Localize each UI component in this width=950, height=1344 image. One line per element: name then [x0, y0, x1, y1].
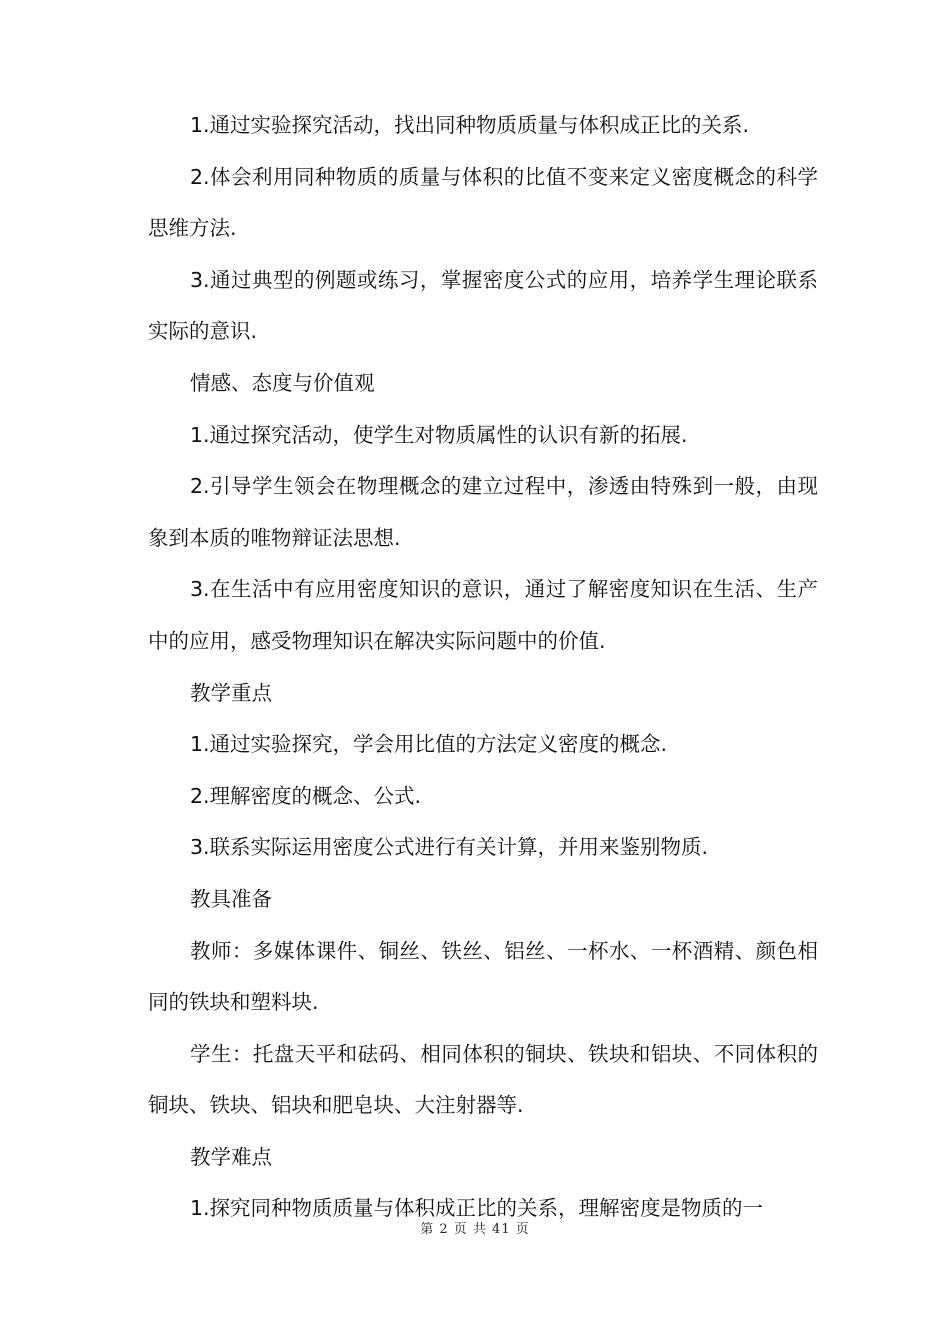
page-footer [0, 1218, 950, 1237]
paragraph-difficulty-1: 1.探究同种物质质量与体积成正比的关系，理解密度是物质的一 [190, 1196, 764, 1221]
paragraph-key-point-2: 2.理解密度的概念、公式. [190, 783, 422, 808]
paragraph-attitude-2: 2.引导学生领会在物理概念的建立过程中，渗透由特殊到一般，由现象到本质的唯物辩证法思想. [148, 474, 818, 550]
paragraph-attitude-3: 3.在生活中有应用密度知识的意识，通过了解密度知识在生活、生产中的应用，感受物理知识在解决实际问题中的价值. [148, 577, 818, 653]
paragraph-objective-3: 3.通过典型的例题或练习，掌握密度公式的应用，培养学生理论联系实际的意识. [148, 267, 818, 344]
paragraph-key-point-3: 3.联系实际运用密度公式进行有关计算，并用来鉴别物质. [190, 835, 709, 860]
heading-difficulties: 教学难点 [190, 1144, 272, 1169]
heading-key-points: 教学重点 [190, 680, 272, 705]
heading-teaching-aids: 教具准备 [190, 886, 272, 911]
paragraph-objective-2: 2.体会利用同种物质的质量与体积的比值不变来定义密度概念的科学思维方法. [148, 164, 818, 241]
page-number-text: 第 2 页 共 41 页 [420, 1222, 530, 1237]
paragraph-teacher-aids: 教师：多媒体课件、铜丝、铁丝、铝丝、一杯水、一杯酒精、颜色相同的铁块和塑料块. [148, 938, 818, 1015]
paragraph-student-aids: 学生：托盘天平和砝码、相同体积的铜块、铁块和铝块、不同体积的铜块、铁块、铝块和肥皂块、大注射器等. [148, 1041, 818, 1118]
heading-attitude-values: 情感、态度与价值观 [190, 370, 375, 395]
paragraph-attitude-1: 1.通过探究活动，使学生对物质属性的认识有新的拓展. [190, 422, 688, 447]
document-body [148, 100, 818, 1235]
paragraph-key-point-1: 1.通过实验探究，学会用比值的方法定义密度的概念. [190, 732, 668, 757]
paragraph-objective-1: 1.通过实验探究活动，找出同种物质质量与体积成正比的关系. [190, 113, 750, 137]
